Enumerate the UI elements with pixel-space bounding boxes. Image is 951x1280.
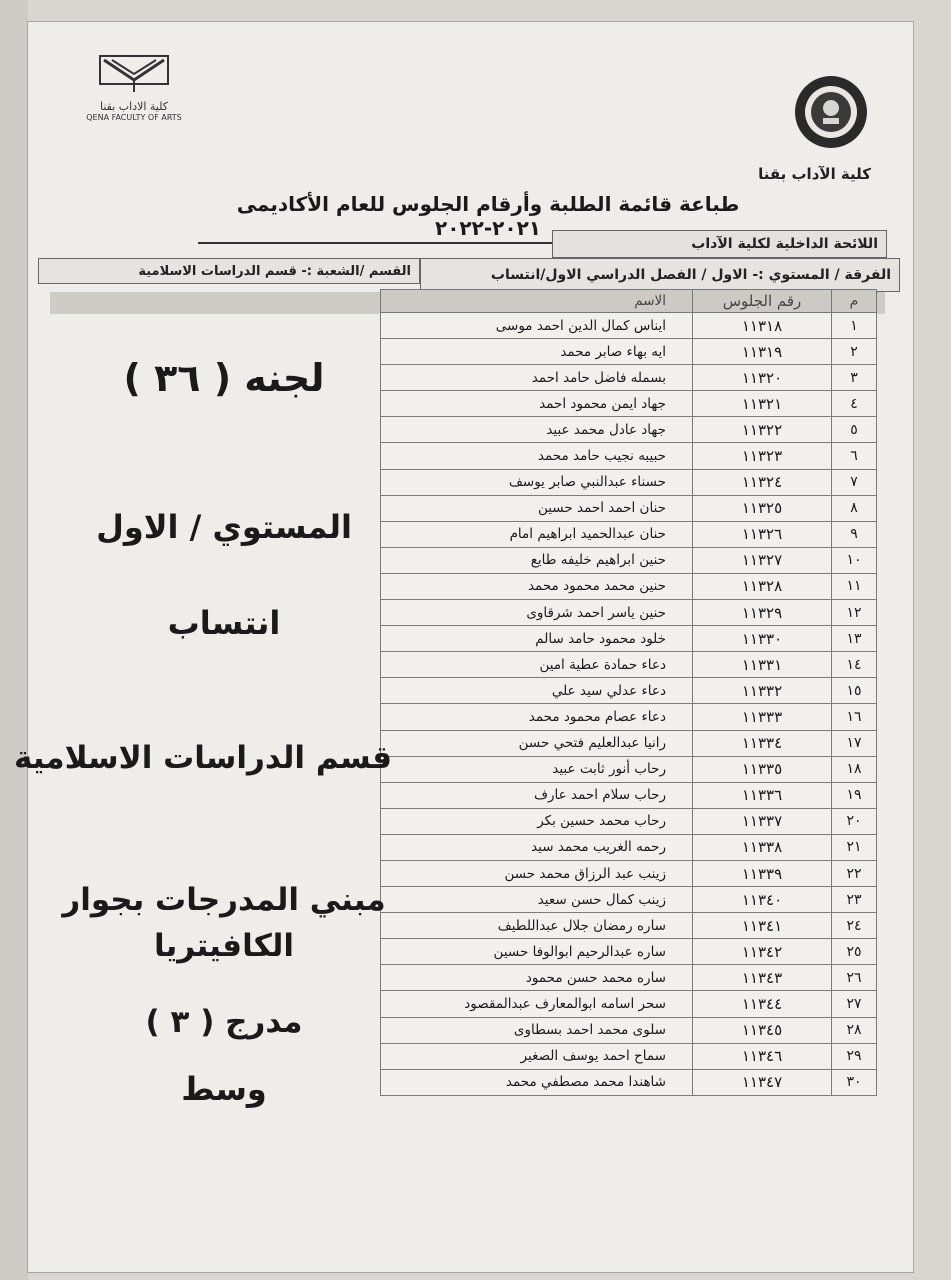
row-index: ٨: [832, 495, 877, 521]
row-seat-number: ١١٣٢٠: [693, 365, 832, 391]
table-row: [381, 521, 877, 547]
row-seat-number: ١١٣٣٠: [693, 626, 832, 652]
row-index: ٢٨: [832, 1017, 877, 1043]
row-seat-number: ١١٣٣٥: [693, 756, 832, 782]
faculty-logo-left: [84, 52, 184, 132]
row-student-name: دعاء عدلي سيد علي: [381, 678, 693, 704]
row-student-name: ساره عبدالرحيم ابوالوفا حسين: [381, 939, 693, 965]
row-student-name: بسمله فاضل حامد احمد: [381, 365, 693, 391]
row-index: ٥: [832, 417, 877, 443]
table-row: [381, 443, 877, 469]
department-label: قسم الدراسات الاسلامية: [13, 740, 392, 776]
row-seat-number: ١١٣٤٥: [693, 1017, 832, 1043]
header-index: م: [832, 290, 877, 313]
table-row: [381, 469, 877, 495]
row-student-name: حنان احمد احمد حسين: [381, 495, 693, 521]
table-row: [381, 547, 877, 573]
department-info: القسم /الشعبة :- قسم الدراسات الاسلامية: [38, 258, 420, 284]
study-mode: انتساب: [167, 604, 281, 642]
row-seat-number: ١١٣٢١: [693, 391, 832, 417]
regulation-label: اللائحة الداخلية لكلية الآداب: [552, 230, 887, 258]
row-student-name: دعاء عصام محمود محمد: [381, 704, 693, 730]
students-table: [380, 289, 877, 1096]
building-line-2: الكافيتريا: [153, 928, 295, 964]
row-index: ٢٧: [832, 991, 877, 1017]
row-seat-number: ١١٣٢٩: [693, 600, 832, 626]
table-row: [381, 1017, 877, 1043]
row-seat-number: ١١٣٢٤: [693, 469, 832, 495]
info-bar: [38, 258, 900, 292]
row-seat-number: ١١٣٣٩: [693, 860, 832, 886]
page-title: طباعة قائمة الطلبة وأرقام الجلوس للعام الأكاديمى ٢٠٢١-٢٠٢٢: [198, 192, 778, 244]
table-row: [381, 600, 877, 626]
row-student-name: ساره محمد حسن محمود: [381, 965, 693, 991]
table-row: [381, 365, 877, 391]
row-index: ٢٠: [832, 808, 877, 834]
row-index: ١٩: [832, 782, 877, 808]
row-student-name: رحاب محمد حسين بكر: [381, 808, 693, 834]
hall-label: مدرج ( ٣ ): [145, 1004, 303, 1040]
table-row: [381, 939, 877, 965]
table-row: [381, 808, 877, 834]
row-index: ٢٦: [832, 965, 877, 991]
row-student-name: ساره رمضان جلال عبداللطيف: [381, 913, 693, 939]
row-student-name: سحر اسامه ابوالمعارف عبدالمقصود: [381, 991, 693, 1017]
row-student-name: حنين ابراهيم خليفه طايع: [381, 547, 693, 573]
table-row: [381, 391, 877, 417]
row-seat-number: ١١٣٢٥: [693, 495, 832, 521]
row-student-name: سلوى محمد احمد بسطاوى: [381, 1017, 693, 1043]
table-row: [381, 834, 877, 860]
row-student-name: حنين محمد محمود محمد: [381, 573, 693, 599]
row-seat-number: ١١٣١٨: [693, 313, 832, 339]
row-index: ٢٩: [832, 1043, 877, 1069]
row-student-name: دعاء حمادة عطية امين: [381, 652, 693, 678]
row-student-name: رحاب أنور ثابت عبيد: [381, 756, 693, 782]
header-name: الاسم: [381, 290, 693, 313]
row-seat-number: ١١٣٢٣: [693, 443, 832, 469]
table-row: [381, 1069, 877, 1095]
table-header-row: [381, 290, 877, 313]
row-seat-number: ١١٣٤١: [693, 913, 832, 939]
table-row: [381, 860, 877, 886]
committee-panel: [13, 318, 392, 1118]
row-student-name: رانيا عبدالعليم فتحي حسن: [381, 730, 693, 756]
logo-caption-ar: كلية الاداب بقنا: [99, 100, 169, 113]
row-index: ٤: [832, 391, 877, 417]
table-row: [381, 339, 877, 365]
level-info: الفرقة / المستوي :- الاول / الفصل الدراسي الاول/انتساب: [420, 258, 900, 292]
row-index: ١٠: [832, 547, 877, 573]
row-index: ١٦: [832, 704, 877, 730]
row-seat-number: ١١٣٤٢: [693, 939, 832, 965]
table-row: [381, 652, 877, 678]
row-seat-number: ١١٣٢٨: [693, 573, 832, 599]
row-index: ٢١: [832, 834, 877, 860]
row-student-name: حنين ياسر احمد شرقاوى: [381, 600, 693, 626]
row-seat-number: ١١٣٣١: [693, 652, 832, 678]
faculty-name: كلية الآداب بقنا: [758, 165, 871, 183]
row-index: ٣: [832, 365, 877, 391]
open-book-icon: [94, 52, 174, 98]
row-seat-number: ١١٣٣٤: [693, 730, 832, 756]
row-seat-number: ١١٣٢٢: [693, 417, 832, 443]
row-student-name: رحاب سلام احمد عارف: [381, 782, 693, 808]
row-index: ١٥: [832, 678, 877, 704]
row-index: ٢٣: [832, 887, 877, 913]
university-seal-icon: [791, 72, 871, 152]
table-row: [381, 495, 877, 521]
seating-position: وسط: [181, 1070, 267, 1108]
row-seat-number: ١١٣٤٦: [693, 1043, 832, 1069]
committee-number: لجنه ( ٣٦ ): [123, 356, 325, 400]
row-index: ٩: [832, 521, 877, 547]
row-seat-number: ١١٣٣٧: [693, 808, 832, 834]
row-seat-number: ١١٣٣٦: [693, 782, 832, 808]
row-seat-number: ١١٣١٩: [693, 339, 832, 365]
row-student-name: شاهندا محمد مصطفي محمد: [381, 1069, 693, 1095]
row-student-name: جهاد ايمن محمود احمد: [381, 391, 693, 417]
table-row: [381, 965, 877, 991]
table-row: [381, 704, 877, 730]
row-student-name: زينب كمال حسن سعيد: [381, 887, 693, 913]
row-index: ٢٢: [832, 860, 877, 886]
row-seat-number: ١١٣٢٦: [693, 521, 832, 547]
row-student-name: حنان عبدالحميد ابراهيم امام: [381, 521, 693, 547]
header-seat-number: رقم الجلوس: [693, 290, 832, 313]
row-index: ٢٤: [832, 913, 877, 939]
row-index: ١٢: [832, 600, 877, 626]
row-student-name: خلود محمود حامد سالم: [381, 626, 693, 652]
table-row: [381, 991, 877, 1017]
table-row: [381, 782, 877, 808]
row-index: ٢٥: [832, 939, 877, 965]
table-row: [381, 730, 877, 756]
row-index: ١٨: [832, 756, 877, 782]
row-seat-number: ١١٣٤٣: [693, 965, 832, 991]
table-row: [381, 626, 877, 652]
table-row: [381, 913, 877, 939]
table-row: [381, 1043, 877, 1069]
table-row: [381, 756, 877, 782]
document-sheet: [13, 22, 913, 1272]
row-index: ١: [832, 313, 877, 339]
university-seal: [791, 72, 871, 152]
row-index: ١٣: [832, 626, 877, 652]
row-index: ٢: [832, 339, 877, 365]
row-seat-number: ١١٣٤٧: [693, 1069, 832, 1095]
table-row: [381, 573, 877, 599]
row-seat-number: ١١٣٣٢: [693, 678, 832, 704]
row-index: ١٧: [832, 730, 877, 756]
row-seat-number: ١١٣٣٨: [693, 834, 832, 860]
table-row: [381, 417, 877, 443]
level-label: المستوي / الاول: [96, 508, 352, 546]
row-student-name: حبيبه نجيب حامد محمد: [381, 443, 693, 469]
row-student-name: رحمه الغريب محمد سيد: [381, 834, 693, 860]
table-row: [381, 313, 877, 339]
row-seat-number: ١١٣٣٣: [693, 704, 832, 730]
row-index: ١١: [832, 573, 877, 599]
row-index: ٧: [832, 469, 877, 495]
row-student-name: ايه بهاء صابر محمد: [381, 339, 693, 365]
row-student-name: جهاد عادل محمد عبيد: [381, 417, 693, 443]
row-index: ٣٠: [832, 1069, 877, 1095]
table-row: [381, 678, 877, 704]
row-seat-number: ١١٣٤٤: [693, 991, 832, 1017]
row-student-name: حسناء عبدالنبي صابر يوسف: [381, 469, 693, 495]
row-index: ٦: [832, 443, 877, 469]
row-student-name: ايناس كمال الدين احمد موسى: [381, 313, 693, 339]
row-seat-number: ١١٣٢٧: [693, 547, 832, 573]
building-line-1: مبني المدرجات بجوار: [62, 882, 386, 918]
row-student-name: زينب عبد الرزاق محمد حسن: [381, 860, 693, 886]
row-index: ١٤: [832, 652, 877, 678]
photo-edge: [0, 0, 28, 1280]
logo-caption-en: QENA FACULTY OF ARTS: [86, 113, 182, 122]
row-seat-number: ١١٣٤٠: [693, 887, 832, 913]
row-student-name: سماح احمد يوسف الصغير: [381, 1043, 693, 1069]
table-row: [381, 887, 877, 913]
